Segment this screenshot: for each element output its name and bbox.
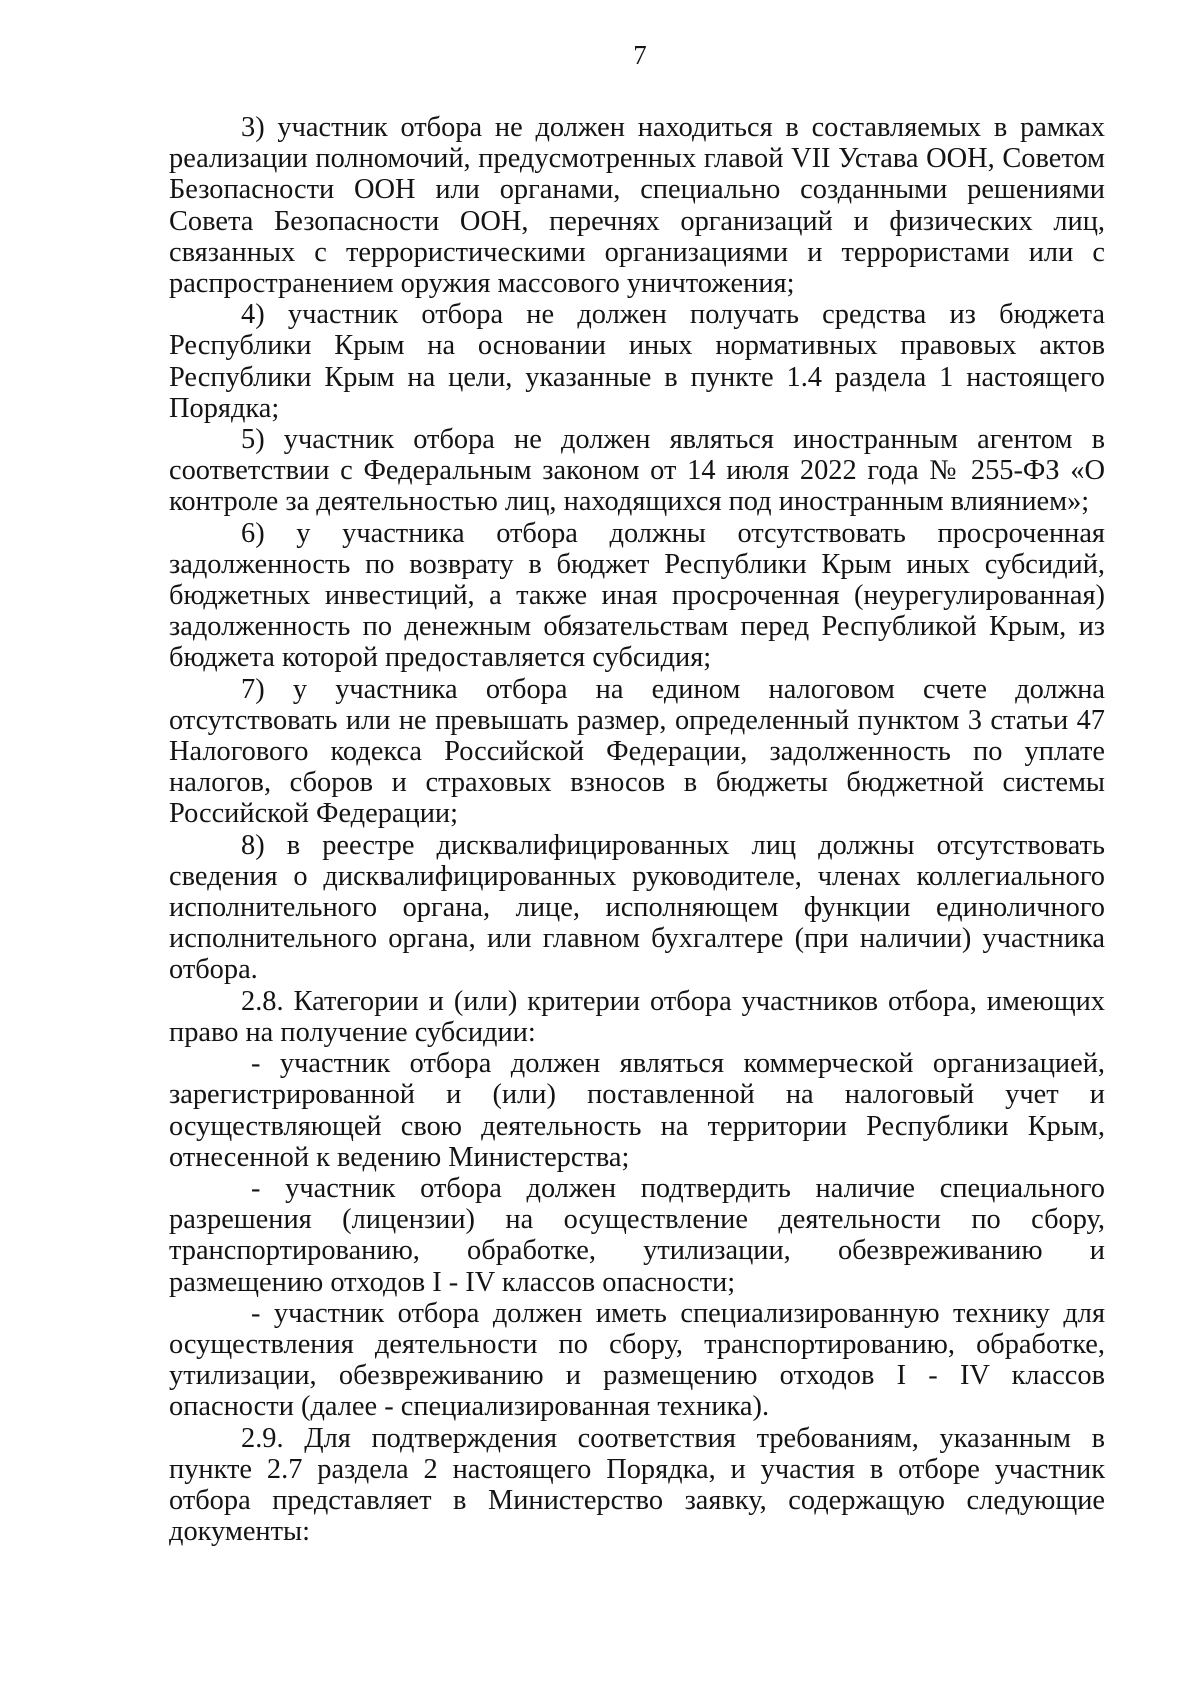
page-number: 7 <box>633 40 647 70</box>
criteria-bullet-1: - участник отбора должен являться коммерческой организацией, зарегистрированной и (или) поставленной на налоговый учет и осуществляющей свою деятельность на территории Республики Крым, отнесенной к ведению Министерства; <box>169 1048 1105 1173</box>
paragraph-item-6: 6) у участника отбора должны отсутствовать просроченная задолженность по возврату в бюджет Республики Крым иных субсидий, бюджетных инвестиций, а также иная просроченная (неурегулированная) задолженность по денежным обязательствам перед Республикой Крым, из бюджета которой предоставляется субсидия; <box>169 517 1105 674</box>
paragraph-section-2-8: 2.8. Категории и (или) критерии отбора участников отбора, имеющих право на получение субсидии: <box>169 985 1105 1048</box>
paragraph-section-2-9: 2.9. Для подтверждения соответствия требованиям, указанным в пункте 2.7 раздела 2 настоящего Порядка, и участия в отборе участник отбора представляет в Министерство заявку, содержащую следующие документы: <box>169 1422 1105 1548</box>
document-body <box>169 112 1105 1547</box>
criteria-bullet-2: - участник отбора должен подтвердить наличие специального разрешения (лицензии) на осуществление деятельности по сбору, транспортированию, обработке, утилизации, обезвреживанию и размещению отходов I - IV классов опасности; <box>169 1172 1105 1298</box>
paragraph-item-5: 5) участник отбора не должен являться иностранным агентом в соответствии с Федеральным законом от 14 июля 2022 года № 255-ФЗ «О контроле за деятельностью лиц, находящихся под иностранным влиянием»; <box>169 424 1105 518</box>
criteria-bullet-3: - участник отбора должен иметь специализированную технику для осуществления деятельности по сбору, транспортированию, обработке, утилизации, обезвреживанию и размещению отходов I - IV классов опасности (далее - специализированная техника). <box>169 1297 1105 1423</box>
paragraph-item-3: 3) участник отбора не должен находиться в составляемых в рамках реализации полномочий, предусмотренных главой VII Устава ООН, Советом Безопасности ООН или органами, специально созданными решениями Совета Безопасности ООН, перечнях организаций и физических лиц, связанных с террористическими организациями и террористами или с распространением оружия массового уничтожения; <box>169 112 1105 300</box>
paragraph-item-7: 7) у участника отбора на едином налоговом счете должна отсутствовать или не превышать размер, определенный пунктом 3 статьи 47 Налогового кодекса Российской Федерации, задолженность по уплате налогов, сборов и страховых взносов в бюджеты бюджетной системы Российской Федерации; <box>169 673 1105 830</box>
paragraph-item-4: 4) участник отбора не должен получать средства из бюджета Республики Крым на основании иных нормативных правовых актов Республики Крым на цели, указанные в пункте 1.4 раздела 1 настоящего Порядка; <box>169 299 1105 424</box>
paragraph-item-8: 8) в реестре дисквалифицированных лиц должны отсутствовать сведения о дисквалифицированных руководителе, членах коллегиального исполнительного органа, лице, исполняющем функции единоличного исполнительного органа, или главном бухгалтере (при наличии) участника отбора. <box>169 829 1105 986</box>
